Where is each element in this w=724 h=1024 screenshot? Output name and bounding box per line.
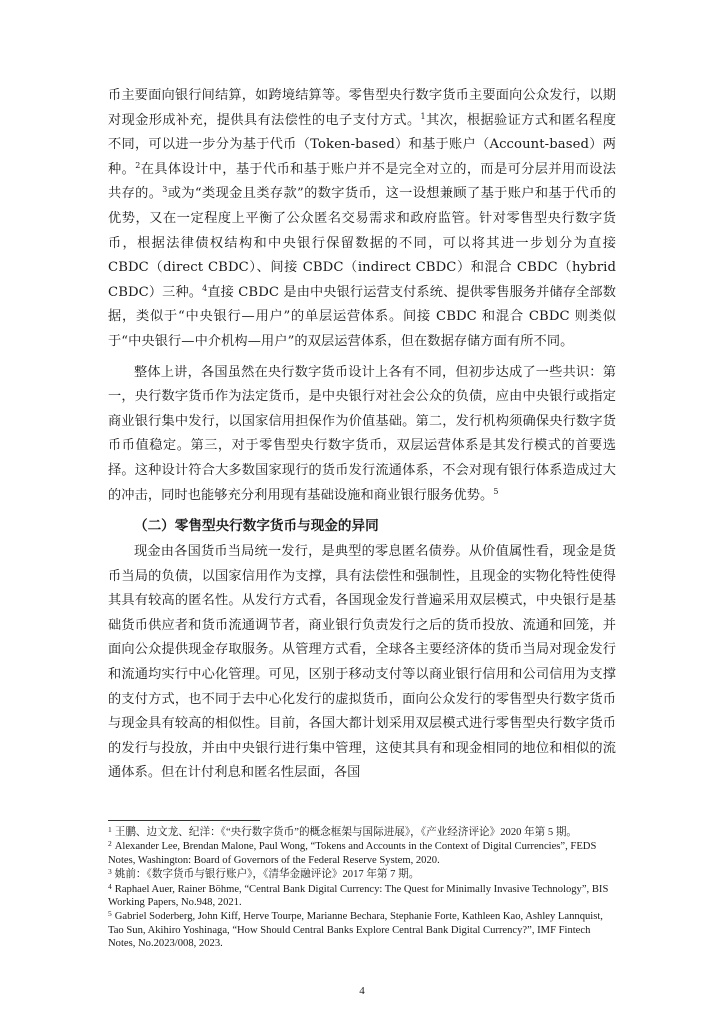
text-segment: 整体上讲，各国虽然在央行数字货币设计上各有不同，但初步达成了一些共识：第一，央行数字货币作为法定货币，是中央银行对社会公众的负债，应由中央银行或指定商业银行集中发行，以国家信用担保作为价值基础。第二，发行机构须确保央行数字货币币值稳定。第三，对于零售型央行数字货币，双层运营体系是其发行模式的首要选择。这种设计符合大多数国家现行的货币发行流通体系，不会对现有银行体系造成过大的冲击，同时也能够充分利用现有基础设施和商业银行服务优势。 <box>108 364 616 503</box>
footnote-ref[interactable]: 3 <box>162 185 168 195</box>
paragraph-2 <box>108 361 616 509</box>
footnote-number: 5 <box>108 909 112 919</box>
page-number: 4 <box>359 985 365 997</box>
footnote-number: 4 <box>108 881 112 891</box>
text-segment: 或为“类现金且类存款”的数字货币，这一设想兼顾了基于账户和基于代币的优势，又在一定程度上平衡了公众匿名交易需求和政府监管。针对零售型央行数字货币，根据法律债权结构和中央银行保留数据的不同，可以将其进一步划分为直接 CBDC（direct CBDC）、间接 CBDC（indirect CBDC）和混合 CBDC（hybrid CBDC）三种。 <box>108 186 616 300</box>
footnote-text: 王鹏、边文龙、纪洋：《“央行数字货币”的概念框架与国际进展》，《产业经济评论》2020 年第 5 期。 <box>114 827 578 838</box>
footnote-4 <box>108 883 618 910</box>
section-heading: （二）零售型央行数字货币与现金的异同 <box>134 518 379 535</box>
footnote-1 <box>108 826 618 839</box>
text-segment: 其次，根据验证方式和匿名程度不同，可以进一步分为基于代币（Token-based）和基于账户（Account-based）两种。 <box>108 112 616 177</box>
footnote-text: Alexander Lee, Brendan Malone, Paul Wong, “Tokens and Accounts in the Context of Digital Currencies”, FEDS Notes, Washington: Board of Governors of the Federal Reserve System, 2020. <box>108 841 597 866</box>
text-segment: 在具体设计中，基于代币和基于账户并不是完全对立的，而是可分层并用而设法共存的。 <box>108 161 617 202</box>
footnote-number: 1 <box>108 825 112 834</box>
footnote-text: Raphael Auer, Rainer Böhme, “Central Bank Digital Currency: The Quest for Minimally Invasive Technology”, BIS Working Papers, No.948, 2021. <box>108 883 609 909</box>
paragraph-3: 现金由各国货币当局统一发行，是典型的零息匿名债券。从价值属性看，现金是货币当局的负债，以国家信用作为支撑，具有法偿性和强制性，且现金的实物化特性使得其具有较高的匿名性。从发行方式看，各国现金发行普遍采用双层模式，中央银行是基础货币供应者和货币流通调节者，商业银行负责发行之后的货币投放、流通和回笼，并面向公众提供现金存取服务。从管理方式看，全球各主要经济体的货币当局对现金发行和流通均实行中心化管理。可见，区别于移动支付等以商业银行信用和公司信用为支撑的支付方式，也不同于去中心化发行的虚拟货币，面向公众发行的零售型央行数字货币与现金具有较高的相似性。目前，各国大都计划采用双层模式进行零售型央行数字货币的发行与投放，并由中央银行进行集中管理，这使其具有和现金相同的地位和相似的流通体系。但在计付利息和匿名性层面，各国 <box>108 544 616 781</box>
footnote-ref[interactable]: 1 <box>420 111 426 121</box>
footnote-text: 姚前：《数字货币与银行账户》，《清华金融评论》2017 年第 7 期。 <box>114 869 420 881</box>
footnote-number: 3 <box>108 867 112 877</box>
text-segment: 币主要面向银行间结算，如跨境结算等。零售型央行数字货币主要面向公众发行，以期对现金形成补充，提供具有法偿性的电子支付方式。 <box>108 88 616 128</box>
footnote-text: Gabriel Soderberg, John Kiff, Herve Tourpe, Marianne Bechara, Stephanie Forte, Kathleen Kao, Ashley Lannquist, Tao Sun, Akihiro Yoshinaga, “How Should Central Banks Explore Central Bank Digital Currency?”, IMF Fintech Notes, No.2023/008, 2023. <box>108 911 603 950</box>
body-text <box>108 84 616 786</box>
footnote-divider <box>108 820 260 821</box>
footnote-ref[interactable]: 5 <box>493 486 499 496</box>
footnote-5 <box>108 910 618 950</box>
text-segment: 直接 CBDC 是由中央银行运营支付系统、提供零售服务并储存全部数据，类似于“中央银行—用户”的单层运营体系。间接 CBDC 和混合 CBDC 则类似于“中央银行—中介机构—用户”的双层运营体系，但在数据存储方面有所不同。 <box>108 284 616 349</box>
paragraph-1 <box>108 84 616 355</box>
footnote-ref[interactable]: 2 <box>135 160 141 170</box>
footnotes <box>108 826 618 952</box>
footnote-number: 2 <box>108 839 112 849</box>
footnote-ref[interactable]: 4 <box>202 283 208 293</box>
footnote-3 <box>108 868 618 881</box>
footnote-2 <box>108 840 618 867</box>
